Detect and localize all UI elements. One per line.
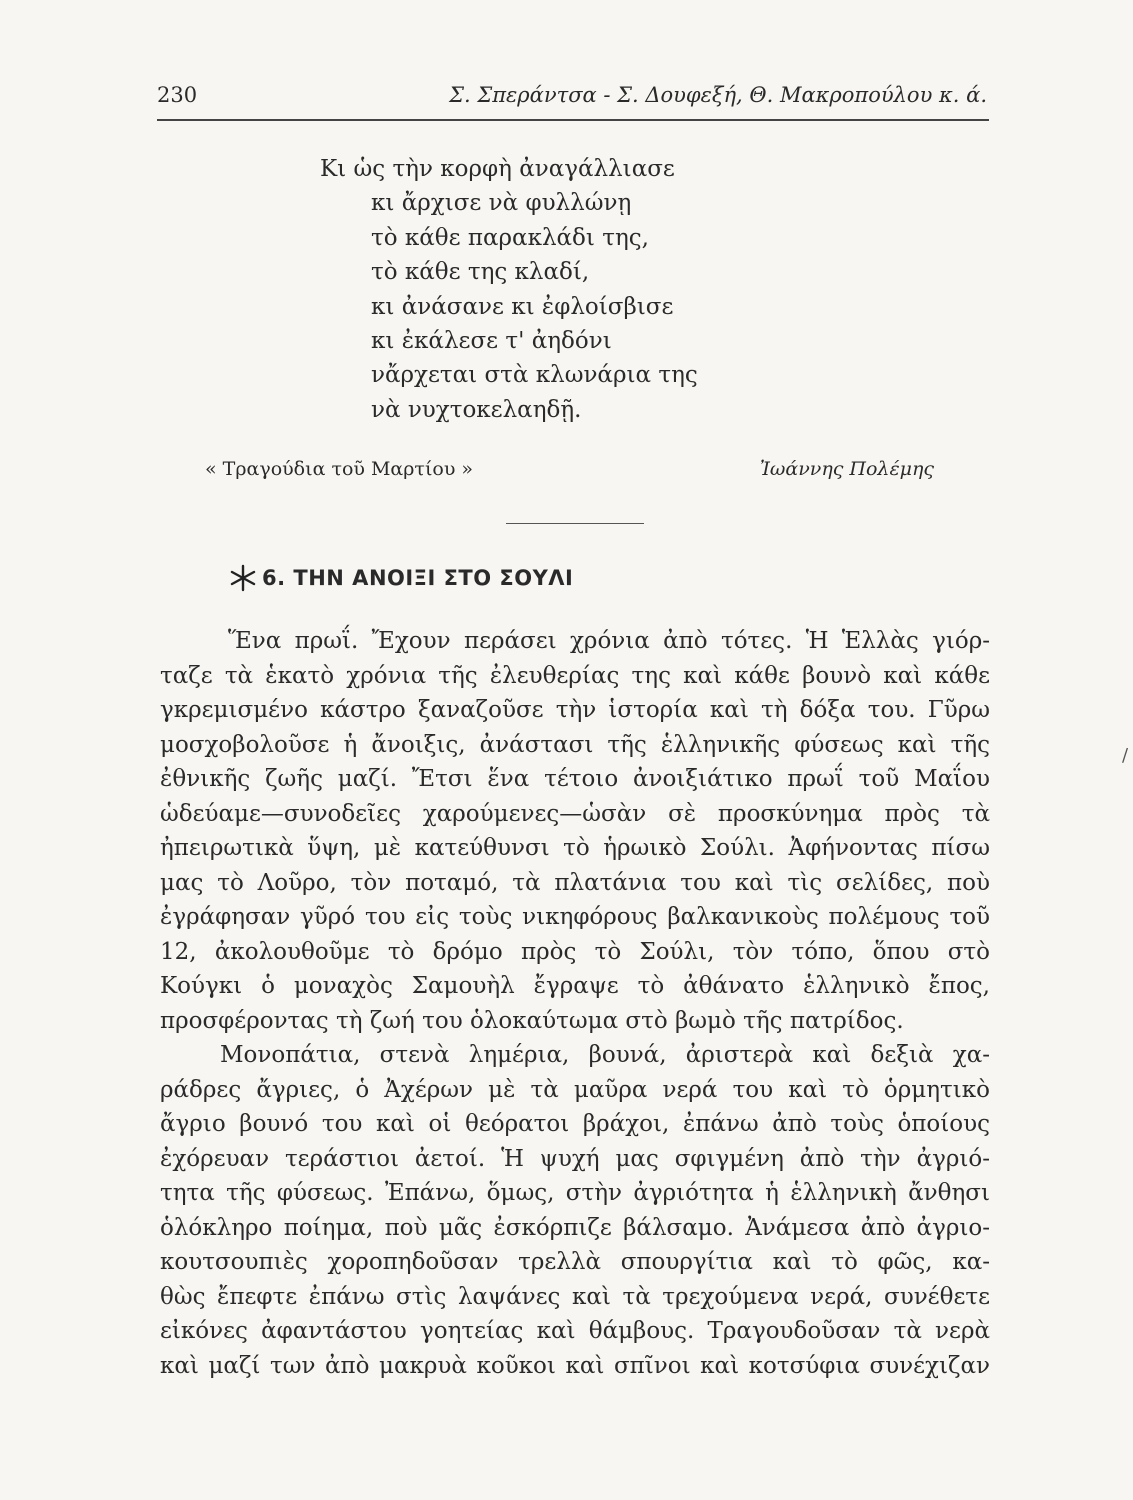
poem	[320, 152, 698, 427]
body-line: μοσχοβολοῦσε ἡ ἄνοιξις, ἀνάστασι τῆς ἑλληνικῆς φύσεως καὶ τῆς	[160, 731, 990, 758]
header-rule	[157, 119, 989, 121]
body-line: εἰκόνες ἀφαντάστου γοητείας καὶ θάμβους. Τραγουδοῦσαν τὰ νερὰ	[160, 1318, 990, 1344]
body-line: ὡδεύαμε—συνοδεῖες χαρούμενες—ὡσὰν σὲ προσκύνημα πρὸς τὰ	[160, 800, 990, 827]
running-head: Σ. Σπεράντσα - Σ. Δουφεξή, Θ. Μακροπούλου κ. ά.	[449, 83, 987, 107]
section-heading-text: 6. ΤΗΝ ΑΝΟΙΞΙ ΣΤΟ ΣΟΥΛΙ	[262, 566, 574, 590]
asterisk-icon	[228, 563, 258, 593]
poem-line: κι ἀνάσανε κι ἐφλοίσβισε	[371, 293, 674, 320]
body-line: ἐθνικῆς ζωῆς μαζί. Ἔτσι ἕνα τέτοιο ἀνοιξιάτικο πρωΐ τοῦ Μαΐου	[160, 766, 990, 792]
section-heading	[228, 563, 573, 593]
poem-line: κι ἐκάλεσε τ' ἀηδόνι	[371, 328, 612, 355]
body-line: ταζε τὰ ἑκατὸ χρόνια τῆς ἐλευθερίας της καὶ κάθε βουνὸ καὶ κάθε	[160, 662, 990, 689]
poem-source: « Τραγούδια τοῦ Μαρτίου »	[205, 458, 474, 480]
page-number: 230	[157, 83, 198, 107]
margin-mark: /	[1122, 745, 1129, 766]
section-separator	[506, 523, 644, 524]
body-line: μας τὸ Λοῦρο, τὸν ποταμό, τὰ πλατάνια του καὶ τὶς σελίδες, ποὺ	[160, 869, 990, 896]
poem-line: Κι ὡς τὴν κορφὴ ἀναγάλλιασε	[320, 156, 675, 182]
body-line: καὶ μαζί των ἀπὸ μακρυὰ κοῦκοι καὶ σπῖνοι καὶ κοτσύφια συνέχιζαν	[160, 1352, 990, 1379]
body-line: Κούγκι ὁ μοναχὸς Σαμουὴλ ἔγραψε τὸ ἀθάνατο ἑλληνικὸ ἔπος,	[160, 973, 990, 999]
body-line: ἄγριο βουνό του καὶ οἱ θεόρατοι βράχοι, ἐπάνω ἀπὸ τοὺς ὁποίους	[160, 1111, 990, 1137]
body-line: γκρεμισμένο κάστρο ξαναζοῦσε τὴν ἱστορία καὶ τὴ δόξα του. Γῦρω	[160, 697, 990, 723]
body-line: κουτσουπιὲς χοροπηδοῦσαν τρελλὰ σπουργίτια καὶ τὸ φῶς, κα-	[160, 1249, 990, 1275]
poem-line: τὸ κάθε παρακλάδι της,	[371, 224, 649, 251]
poem-line: κι ἄρχισε νὰ φυλλώνῃ	[371, 190, 632, 217]
body-line: ἐγράφησαν γῦρό του εἰς τοὺς νικηφόρους βαλκανικοὺς πολέμους τοῦ	[160, 904, 990, 930]
body-line: ἠπειρωτικὰ ὕψη, μὲ κατεύθυνσι τὸ ἡρωικὸ Σούλι. Ἀφήνοντας πίσω	[160, 835, 990, 861]
page-header	[157, 83, 987, 113]
body-text	[160, 624, 990, 1383]
body-line: ὁλόκληρο ποίημα, ποὺ μᾶς ἐσκόρπιζε βάλσαμο. Ἀνάμεσα ἀπὸ ἀγριο-	[160, 1214, 990, 1241]
body-line: Ἕνα πρωΐ. Ἔχουν περάσει χρόνια ἀπὸ τότες. Ἡ Ἑλλὰς γιόρ-	[228, 628, 990, 654]
body-line: 12, ἀκολουθοῦμε τὸ δρόμο πρὸς τὸ Σούλι, τὸν τόπο, ὅπου στὸ	[160, 938, 990, 965]
poem-author: Ἰωάννης Πολέμης	[760, 458, 935, 480]
body-line: Μονοπάτια, στενὰ λημέρια, βουνά, ἀριστερὰ καὶ δεξιὰ χα-	[220, 1042, 990, 1068]
body-line: τητα τῆς φύσεως. Ἐπάνω, ὅμως, στὴν ἀγριότητα ἡ ἑλληνικὴ ἄνθησι	[160, 1180, 990, 1206]
body-line: θὼς ἔπεφτε ἐπάνω στὶς λαψάνες καὶ τὰ τρεχούμενα νερά, συνέθετε	[160, 1283, 990, 1310]
body-line: ἐχόρευαν τεράστιοι ἀετοί. Ἡ ψυχή μας σφιγμένη ἀπὸ τὴν ἀγριό-	[160, 1145, 990, 1172]
poem-line: νὰ νυχτοκελαηδῇ.	[371, 396, 582, 423]
body-line: προσφέροντας τὴ ζωή του ὁλοκαύτωμα στὸ βωμὸ τῆς πατρίδος.	[160, 1007, 904, 1034]
poem-line: τὸ κάθε της κλαδί,	[371, 259, 590, 286]
poem-line: νἄρχεται στὰ κλωνάρια της	[371, 362, 698, 389]
body-line: ράδρες ἄγριες, ὁ Ἀχέρων μὲ τὰ μαῦρα νερά του καὶ τὸ ὁρμητικὸ	[160, 1076, 990, 1103]
